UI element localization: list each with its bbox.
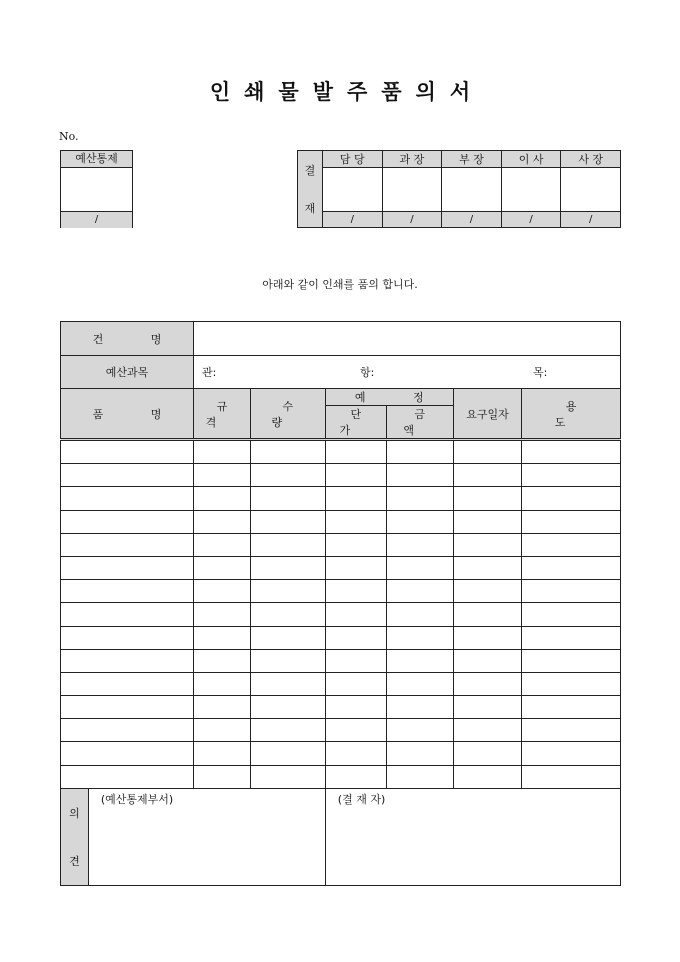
unit-price-cell[interactable] — [325, 696, 386, 719]
subject-label: 건 명 — [61, 322, 194, 356]
qty-cell[interactable] — [250, 742, 325, 765]
spec-cell[interactable] — [193, 603, 250, 626]
order-form-table — [60, 321, 621, 886]
request-date-cell[interactable] — [453, 464, 522, 487]
qty-cell[interactable] — [250, 580, 325, 603]
table-row — [61, 533, 621, 556]
request-date-cell[interactable] — [453, 626, 522, 649]
purpose-cell[interactable] — [522, 649, 621, 672]
item-name-cell[interactable] — [61, 440, 194, 464]
purpose-cell[interactable] — [522, 672, 621, 695]
item-name-cell[interactable] — [61, 556, 194, 579]
unit-price-cell[interactable] — [325, 440, 386, 464]
qty-cell[interactable] — [250, 603, 325, 626]
amount-cell[interactable] — [386, 742, 453, 765]
spec-cell[interactable] — [193, 696, 250, 719]
unit-price-cell[interactable] — [325, 580, 386, 603]
opinion-dept-field[interactable] — [88, 788, 325, 885]
amount-cell[interactable] — [386, 672, 453, 695]
table-row — [61, 440, 621, 464]
request-date-cell[interactable] — [453, 556, 522, 579]
opinion-label — [61, 788, 89, 885]
item-name-cell[interactable] — [61, 510, 194, 533]
amount-cell[interactable] — [386, 649, 453, 672]
notice-text: 아래와 같이 인쇄를 품의 합니다. — [262, 278, 418, 291]
item-name-cell[interactable] — [61, 580, 194, 603]
amount-cell[interactable] — [386, 556, 453, 579]
amount-cell[interactable] — [386, 696, 453, 719]
qty-cell[interactable] — [250, 556, 325, 579]
document-number-label: No. — [59, 130, 79, 143]
spec-cell[interactable] — [193, 556, 250, 579]
approval-col-section-chief: 과 장 — [382, 151, 442, 168]
amount-cell[interactable] — [386, 533, 453, 556]
item-name-cell[interactable] — [61, 487, 194, 510]
amount-cell[interactable] — [386, 719, 453, 742]
approval-date-president: / — [561, 211, 621, 227]
table-row — [61, 556, 621, 579]
opinion-label-1: 의 — [69, 806, 80, 820]
request-date-cell[interactable] — [453, 742, 522, 765]
approval-col-staff: 담 당 — [323, 151, 383, 168]
approval-table — [297, 150, 621, 228]
unit-price-cell[interactable] — [325, 672, 386, 695]
budget-control-header: 예산통제 — [61, 151, 132, 168]
purpose-cell[interactable] — [522, 487, 621, 510]
col-spec: 규 격 — [193, 389, 250, 440]
approval-date-staff: / — [323, 211, 383, 227]
item-name-cell[interactable] — [61, 649, 194, 672]
request-date-cell[interactable] — [453, 510, 522, 533]
purpose-cell[interactable] — [522, 440, 621, 464]
opinion-approver-label: (결 재 자) — [337, 792, 386, 806]
item-name-cell[interactable] — [61, 742, 194, 765]
amount-cell[interactable] — [386, 580, 453, 603]
spec-cell[interactable] — [193, 464, 250, 487]
request-date-cell[interactable] — [453, 580, 522, 603]
hang-label: 항: — [359, 366, 375, 379]
purpose-cell[interactable] — [522, 696, 621, 719]
qty-cell[interactable] — [250, 510, 325, 533]
col-qty: 수 량 — [250, 389, 325, 440]
spec-cell[interactable] — [193, 487, 250, 510]
table-row — [61, 464, 621, 487]
opinion-dept-label: (예산통제부서) — [100, 792, 174, 806]
approval-col-director: 이 사 — [501, 151, 561, 168]
budget-item-label: 예산과목 — [61, 356, 194, 389]
mok-label: 목: — [532, 366, 548, 379]
col-request-date: 요구일자 — [453, 389, 522, 440]
unit-price-cell[interactable] — [325, 464, 386, 487]
col-amount: 금 액 — [386, 406, 453, 440]
spec-cell[interactable] — [193, 719, 250, 742]
qty-cell[interactable] — [250, 765, 325, 788]
approval-label-bottom: 재 — [304, 202, 316, 215]
item-name-cell[interactable] — [61, 533, 194, 556]
item-name-cell[interactable] — [61, 765, 194, 788]
approval-sign-staff[interactable] — [323, 168, 383, 212]
purpose-cell[interactable] — [522, 765, 621, 788]
unit-price-cell[interactable] — [325, 649, 386, 672]
request-date-cell[interactable] — [453, 719, 522, 742]
amount-cell[interactable] — [386, 603, 453, 626]
purpose-cell[interactable] — [522, 626, 621, 649]
purpose-cell[interactable] — [522, 533, 621, 556]
table-row — [61, 719, 621, 742]
purpose-cell[interactable] — [522, 510, 621, 533]
approval-sign-section-chief[interactable] — [382, 168, 442, 212]
table-row — [61, 649, 621, 672]
budget-control-box — [60, 150, 133, 228]
unit-price-cell[interactable] — [325, 603, 386, 626]
amount-cell[interactable] — [386, 510, 453, 533]
amount-cell[interactable] — [386, 440, 453, 464]
request-date-cell[interactable] — [453, 765, 522, 788]
approval-date-dept-head: / — [442, 211, 502, 227]
table-row — [61, 765, 621, 788]
qty-cell[interactable] — [250, 533, 325, 556]
col-unit-price: 단 가 — [325, 406, 386, 440]
gwan-label: 관: — [201, 366, 217, 379]
subject-field[interactable] — [193, 322, 620, 356]
request-date-cell[interactable] — [453, 603, 522, 626]
spec-cell[interactable] — [193, 742, 250, 765]
approval-col-dept-head: 부 장 — [442, 151, 502, 168]
unit-price-cell[interactable] — [325, 510, 386, 533]
unit-price-cell[interactable] — [325, 487, 386, 510]
budget-control-stamp-area[interactable] — [61, 168, 132, 212]
item-name-cell[interactable] — [61, 696, 194, 719]
purpose-cell[interactable] — [522, 603, 621, 626]
table-row — [61, 696, 621, 719]
request-date-cell[interactable] — [453, 440, 522, 464]
budget-control-date: / — [61, 212, 132, 228]
qty-cell[interactable] — [250, 696, 325, 719]
approval-sign-dept-head[interactable] — [442, 168, 502, 212]
col-estimate: 예 정 — [325, 389, 453, 406]
table-row — [61, 603, 621, 626]
opinion-label-2: 견 — [69, 854, 80, 868]
purpose-cell[interactable] — [522, 556, 621, 579]
qty-cell[interactable] — [250, 649, 325, 672]
unit-price-cell[interactable] — [325, 626, 386, 649]
unit-price-cell[interactable] — [325, 765, 386, 788]
opinion-approver-field[interactable] — [325, 788, 620, 885]
purpose-cell[interactable] — [522, 719, 621, 742]
item-name-cell[interactable] — [61, 464, 194, 487]
table-row — [61, 580, 621, 603]
approval-sign-president[interactable] — [561, 168, 621, 212]
table-row — [61, 672, 621, 695]
spec-cell[interactable] — [193, 649, 250, 672]
spec-cell[interactable] — [193, 626, 250, 649]
col-item-name: 품 명 — [61, 389, 194, 440]
item-name-cell[interactable] — [61, 626, 194, 649]
approval-label-top: 결 — [304, 164, 316, 177]
qty-cell[interactable] — [250, 487, 325, 510]
item-name-cell[interactable] — [61, 719, 194, 742]
request-date-cell[interactable] — [453, 649, 522, 672]
table-row — [61, 626, 621, 649]
request-date-cell[interactable] — [453, 672, 522, 695]
request-date-cell[interactable] — [453, 487, 522, 510]
approval-date-section-chief: / — [382, 211, 442, 227]
col-purpose: 용 도 — [522, 389, 621, 440]
qty-cell[interactable] — [250, 672, 325, 695]
table-row — [61, 487, 621, 510]
request-date-cell[interactable] — [453, 533, 522, 556]
spec-cell[interactable] — [193, 533, 250, 556]
amount-cell[interactable] — [386, 626, 453, 649]
item-name-cell[interactable] — [61, 603, 194, 626]
spec-cell[interactable] — [193, 510, 250, 533]
amount-cell[interactable] — [386, 464, 453, 487]
approval-date-director: / — [501, 211, 561, 227]
item-name-cell[interactable] — [61, 672, 194, 695]
qty-cell[interactable] — [250, 464, 325, 487]
qty-cell[interactable] — [250, 626, 325, 649]
spec-cell[interactable] — [193, 580, 250, 603]
purpose-cell[interactable] — [522, 580, 621, 603]
budget-item-field[interactable] — [193, 356, 620, 389]
qty-cell[interactable] — [250, 719, 325, 742]
approval-sign-director[interactable] — [501, 168, 561, 212]
unit-price-cell[interactable] — [325, 719, 386, 742]
approval-label — [298, 151, 323, 228]
page-title: 인쇄물발주품의서 — [209, 79, 485, 104]
amount-cell[interactable] — [386, 487, 453, 510]
unit-price-cell[interactable] — [325, 742, 386, 765]
purpose-cell[interactable] — [522, 464, 621, 487]
request-date-cell[interactable] — [453, 696, 522, 719]
approval-col-president: 사 장 — [561, 151, 621, 168]
table-row — [61, 510, 621, 533]
unit-price-cell[interactable] — [325, 556, 386, 579]
spec-cell[interactable] — [193, 672, 250, 695]
amount-cell[interactable] — [386, 765, 453, 788]
spec-cell[interactable] — [193, 440, 250, 464]
spec-cell[interactable] — [193, 765, 250, 788]
qty-cell[interactable] — [250, 440, 325, 464]
unit-price-cell[interactable] — [325, 533, 386, 556]
purpose-cell[interactable] — [522, 742, 621, 765]
table-row — [61, 742, 621, 765]
